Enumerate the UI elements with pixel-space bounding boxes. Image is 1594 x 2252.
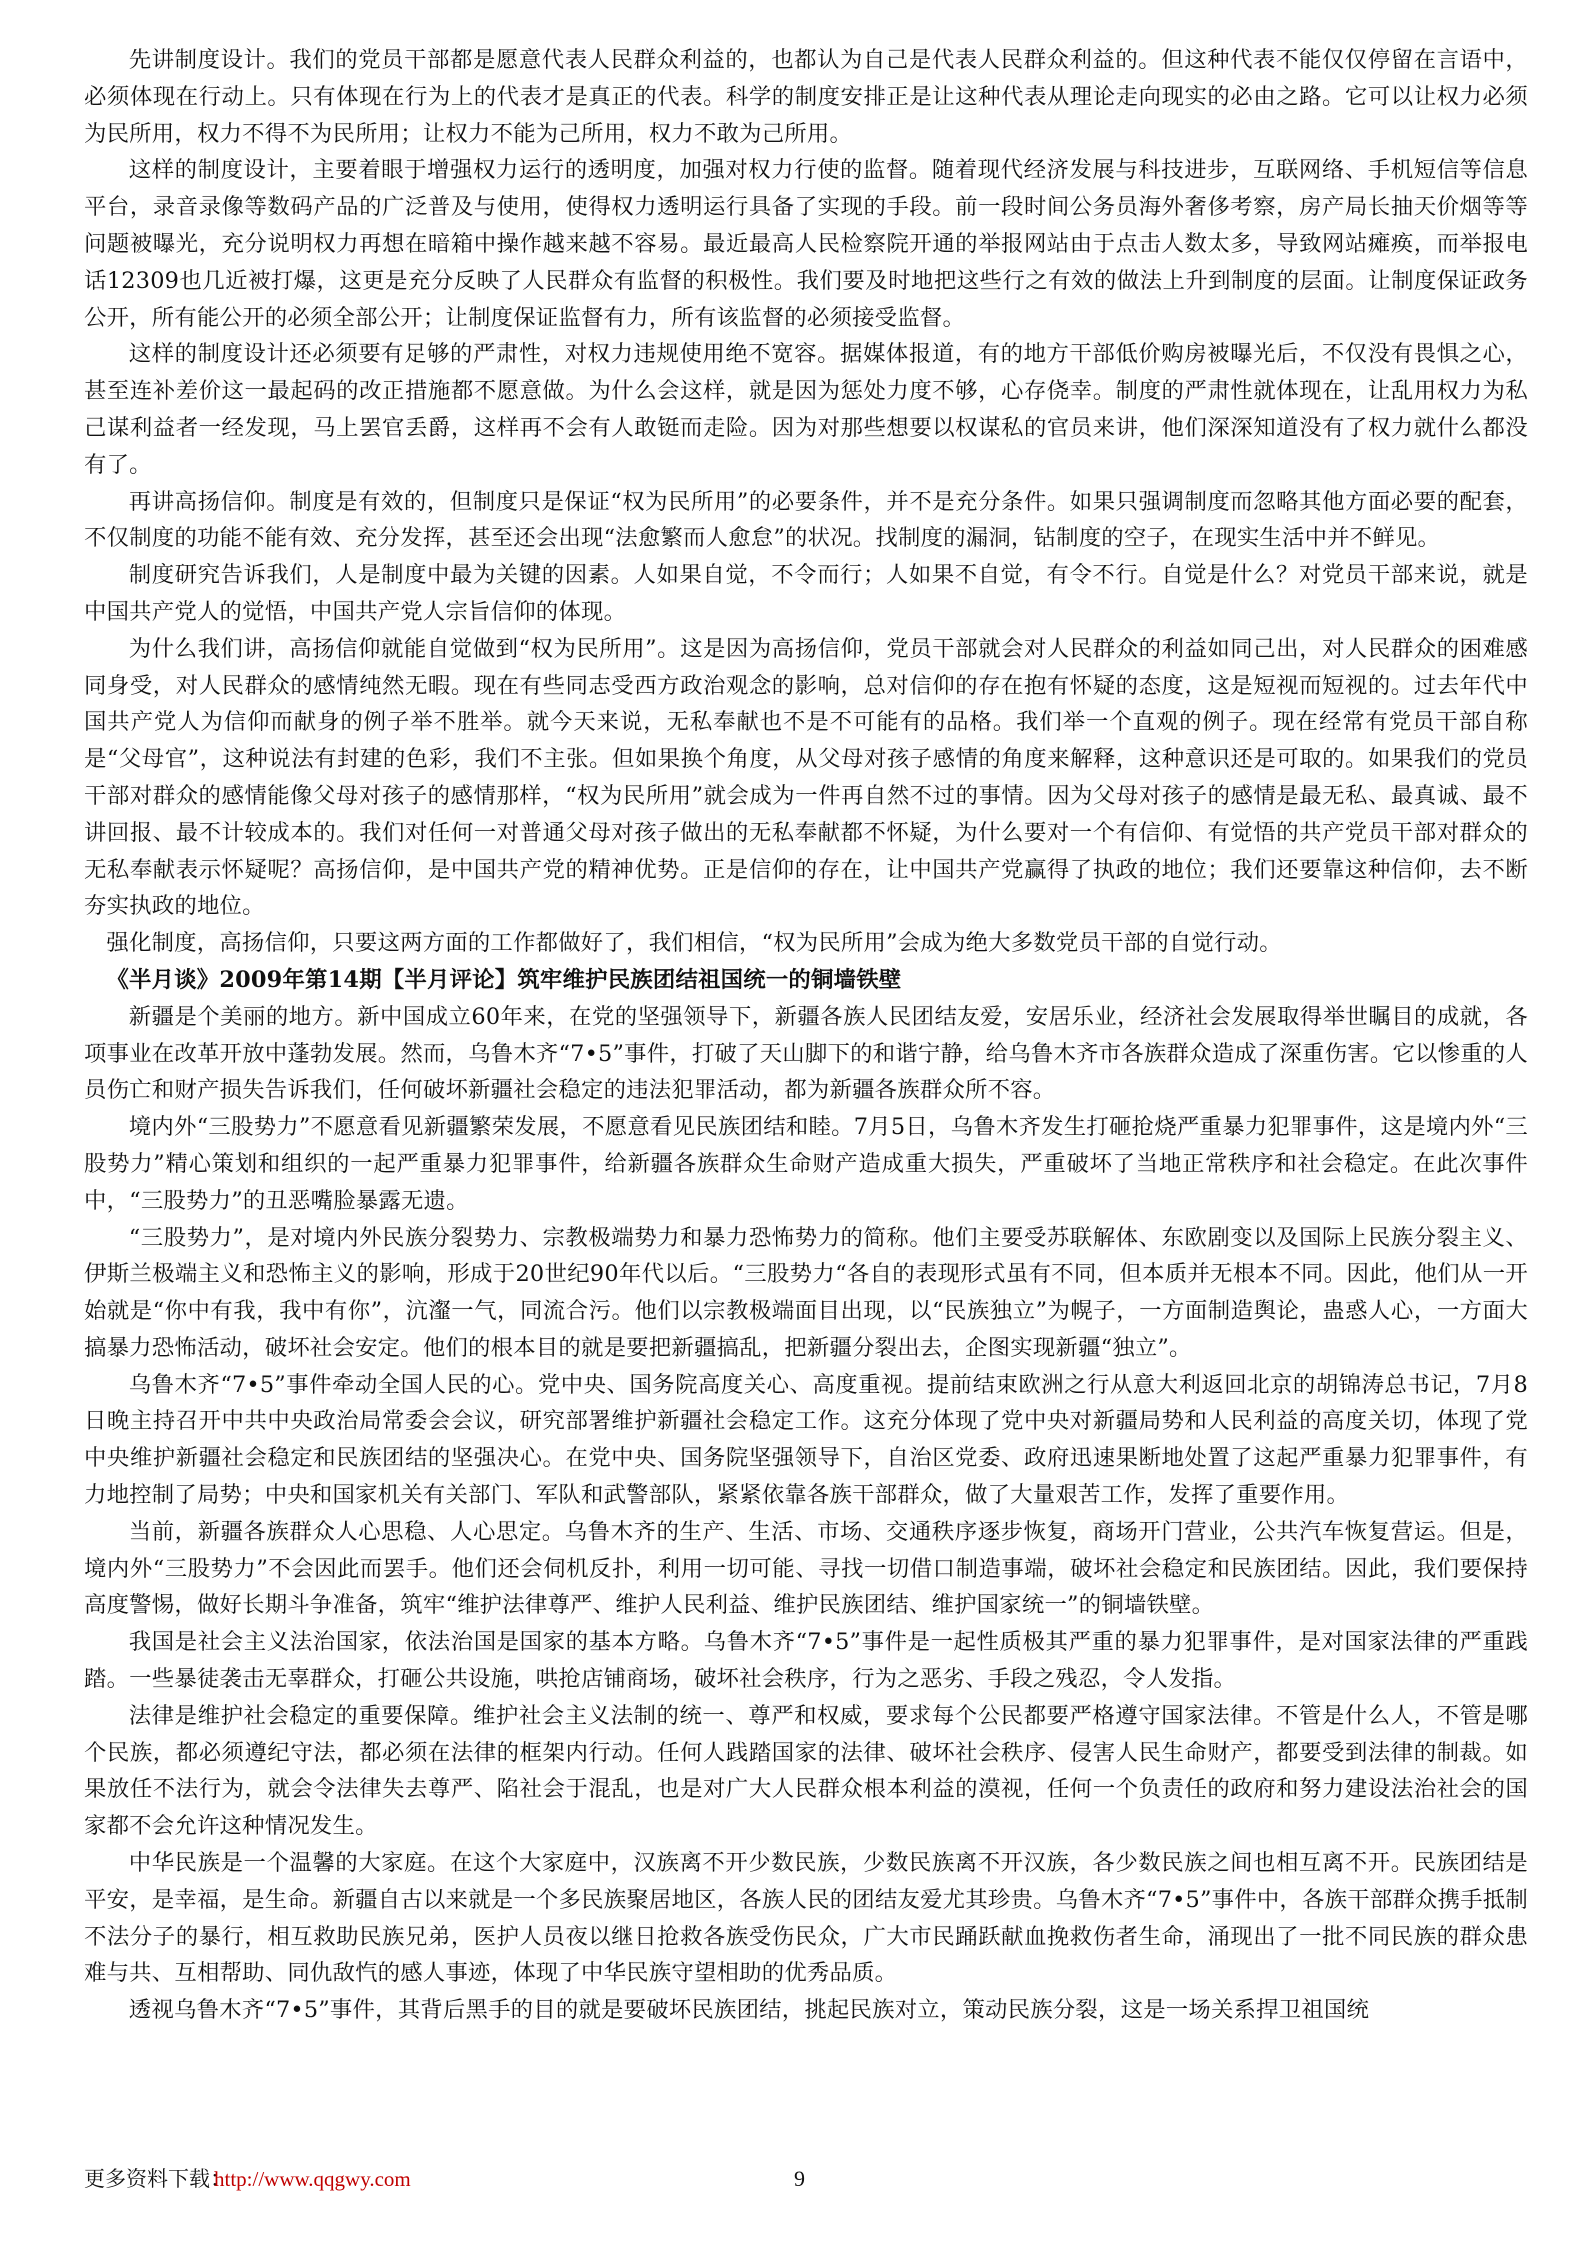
document-body <box>84 42 1528 2029</box>
paragraph: 这样的制度设计还必须要有足够的严肃性，对权力违规使用绝不宽容。据媒体报道，有的地方干部低价购房被曝光后，不仅没有畏惧之心，甚至连补差价这一最起码的改正措施都不愿意做。为什么会这样，就是因为惩处力度不够，心存侥幸。制度的严肃性就体现在，让乱用权力为私己谋利益者一经发现，马上罢官丢爵，这样再不会有人敢铤而走险。因为对那些想要以权谋私的官员来讲，他们深深知道没有了权力就什么都没有了。 <box>84 341 1528 478</box>
paragraph: 制度研究告诉我们，人是制度中最为关键的因素。人如果自觉，不令而行；人如果不自觉，有令不行。自觉是什么？对党员干部来说，就是中国共产党人的觉悟，中国共产党人宗旨信仰的体现。 <box>84 562 1528 625</box>
paragraph: 当前，新疆各族群众人心思稳、人心思定。乌鲁木齐的生产、生活、市场、交通秩序逐步恢复，商场开门营业，公共汽车恢复营运。但是，境内外“三股势力”不会因此而罢手。他们还会伺机反扑，利用一切可能、寻找一切借口制造事端，破坏社会稳定和民族团结。因此，我们要保持高度警惕，做好长期斗争准备，筑牢“维护法律尊严、维护人民利益、维护民族团结、维护国家统一”的铜墙铁壁。 <box>84 1518 1528 1619</box>
paragraph: 法律是维护社会稳定的重要保障。维护社会主义法制的统一、尊严和权威，要求每个公民都要严格遵守国家法律。不管是什么人，不管是哪个民族，都必须遵纪守法，都必须在法律的框架内行动。任何人践踏国家的法律、破坏社会秩序、侵害人民生命财产，都要受到法律的制裁。如果放任不法行为，就会令法律失去尊严、陷社会于混乱，也是对广大人民群众根本利益的漠视，任何一个负责任的政府和努力建设法治社会的国家都不会允许这种情况发生。 <box>84 1702 1528 1840</box>
paragraph: 境内外“三股势力”不愿意看见新疆繁荣发展，不愿意看见民族团结和睦。7月5日，乌鲁木齐发生打砸抢烧严重暴力犯罪事件，这是境内外“三股势力”精心策划和组织的一起严重暴力犯罪事件，给新疆各族群众生命财产造成重大损失，严重破坏了当地正常秩序和社会稳定。在此次事件中，“三股势力”的丑恶嘴脸暴露无遗。 <box>84 1114 1528 1214</box>
page-number: 9 <box>794 2166 805 2191</box>
section-heading: 《半月谈》2009年第14期【半月评论】筑牢维护民族团结祖国统一的铜墙铁壁 <box>106 966 902 993</box>
paragraph: “三股势力”，是对境内外民族分裂势力、宗教极端势力和暴力恐怖势力的简称。他们主要受苏联解体、东欧剧变以及国际上民族分裂主义、伊斯兰极端主义和恐怖主义的影响，形成于20世纪90年代以后。“三股势力“各自的表现形式虽有不同，但本质并无根本不同。因此，他们从一开始就是“你中有我，我中有你”，沆瀣一气，同流合污。他们以宗教极端面目出现，以“民族独立”为幌子，一方面制造舆论，蛊惑人心，一方面大搞暴力恐怖活动，破坏社会安定。他们的根本目的就是要把新疆搞乱，把新疆分裂出去，企图实现新疆“独立”。 <box>84 1224 1528 1361</box>
paragraph: 新疆是个美丽的地方。新中国成立60年来，在党的坚强领导下，新疆各族人民团结友爱，安居乐业，经济社会发展取得举世瞩目的成就，各项事业在改革开放中蓬勃发展。然而，乌鲁木齐“7•5”事件，打破了天山脚下的和谐宁静，给乌鲁木齐市各族群众造成了深重伤害。它以惨重的人员伤亡和财产损失告诉我们，任何破坏新疆社会稳定的违法犯罪活动，都为新疆各族群众所不容。 <box>84 1003 1528 1104</box>
paragraph: 我国是社会主义法治国家，依法治国是国家的基本方略。乌鲁木齐“7•5”事件是一起性质极其严重的暴力犯罪事件，是对国家法律的严重践踏。一些暴徒袭击无辜群众，打砸公共设施，哄抢店铺商场，破坏社会秩序，行为之恶劣、手段之残忍，令人发指。 <box>84 1629 1528 1693</box>
paragraph: 先讲制度设计。我们的党员干部都是愿意代表人民群众利益的，也都认为自己是代表人民群众利益的。但这种代表不能仅仅停留在言语中，必须体现在行动上。只有体现在行为上的代表才是真正的代表。科学的制度安排正是让这种代表从理论走向现实的必由之路。它可以让权力必须为民所用，权力不得不为民所用；让权力不能为己所用，权力不敢为己所用。 <box>84 47 1528 147</box>
download-link[interactable]: http://www.qqgwy.com <box>214 2167 411 2191</box>
footer-label: 更多资料下载： <box>84 2167 231 2191</box>
paragraph: 中华民族是一个温馨的大家庭。在这个大家庭中，汉族离不开少数民族，少数民族离不开汉族，各少数民族之间也相互离不开。民族团结是平安，是幸福，是生命。新疆自古以来就是一个多民族聚居地区，各族人民的团结友爱尤其珍贵。乌鲁木齐“7•5”事件中，各族干部群众携手抵制不法分子的暴行，相互救助民族兄弟，医护人员夜以继日抢救各族受伤民众，广大市民踊跃献血挽救伤者生命，涌现出了一批不同民族的群众患难与共、互相帮助、同仇敌忾的感人事迹，体现了中华民族守望相助的优秀品质。 <box>84 1850 1528 1987</box>
paragraph: 再讲高扬信仰。制度是有效的，但制度只是保证“权为民所用”的必要条件，并不是充分条件。如果只强调制度而忽略其他方面必要的配套，不仅制度的功能不能有效、充分发挥，甚至还会出现“法愈繁而人愈怠”的状况。找制度的漏洞，钻制度的空子，在现实生活中并不鲜见。 <box>84 488 1528 552</box>
paragraph: 乌鲁木齐“7•5”事件牵动全国人民的心。党中央、国务院高度关心、高度重视。提前结束欧洲之行从意大利返回北京的胡锦涛总书记，7月8日晚主持召开中共中央政治局常委会会议，研究部署维护新疆社会稳定工作。这充分体现了党中央对新疆局势和人民利益的高度关切，体现了党中央维护新疆社会稳定和民族团结的坚强决心。在党中央、国务院坚强领导下，自治区党委、政府迅速果断地处置了这起严重暴力犯罪事件，有力地控制了局势；中央和国家机关有关部门、军队和武警部队，紧紧依靠各族干部群众，做了大量艰苦工作，发挥了重要作用。 <box>84 1371 1528 1509</box>
page-footer <box>84 2162 1528 2196</box>
paragraph: 透视乌鲁木齐“7•5”事件，其背后黑手的目的就是要破坏民族团结，挑起民族对立，策动民族分裂，这是一场关系捍卫祖国统 <box>128 1997 1370 2024</box>
paragraph: 这样的制度设计，主要着眼于增强权力运行的透明度，加强对权力行使的监督。随着现代经济发展与科技进步，互联网络、手机短信等信息平台，录音录像等数码产品的广泛普及与使用，使得权力透明运行具备了实现的手段。前一段时间公务员海外奢侈考察，房产局长抽天价烟等等问题被曝光，充分说明权力再想在暗箱中操作越来越不容易。最近最高人民检察院开通的举报网站由于点击人数太多，导致网站瘫痪，而举报电话12309也几近被打爆，这更是充分反映了人民群众有监督的积极性。我们要及时地把这些行之有效的做法上升到制度的层面。让制度保证政务公开，所有能公开的必须全部公开；让制度保证监督有力，所有该监督的必须接受监督。 <box>84 157 1528 331</box>
paragraph: 强化制度，高扬信仰，只要这两方面的工作都做好了，我们相信，“权为民所用”会成为绝大多数党员干部的自觉行动。 <box>106 930 1282 957</box>
paragraph: 为什么我们讲，高扬信仰就能自觉做到“权为民所用”。这是因为高扬信仰，党员干部就会对人民群众的利益如同己出，对人民群众的困难感同身受，对人民群众的感情纯然无暇。现在有些同志受西方政治观念的影响，总对信仰的存在抱有怀疑的态度，这是短视而短视的。过去年代中国共产党人为信仰而献身的例子举不胜举。就今天来说，无私奉献也不是不可能有的品格。我们举一个直观的例子。现在经常有党员干部自称是“父母官”，这种说法有封建的色彩，我们不主张。但如果换个角度，从父母对孩子感情的角度来解释，这种意识还是可取的。如果我们的党员干部对群众的感情能像父母对孩子的感情那样，“权为民所用”就会成为一件再自然不过的事情。因为父母对孩子的感情是最无私、最真诚、最不讲回报、最不计较成本的。我们对任何一对普通父母对孩子做出的无私奉献都不怀疑，为什么要对一个有信仰、有觉悟的共产党员干部对群众的无私奉献表示怀疑呢？高扬信仰，是中国共产党的精神优势。正是信仰的存在，让中国共产党赢得了执政的地位；我们还要靠这种信仰，去不断夯实执政的地位。 <box>84 635 1528 920</box>
